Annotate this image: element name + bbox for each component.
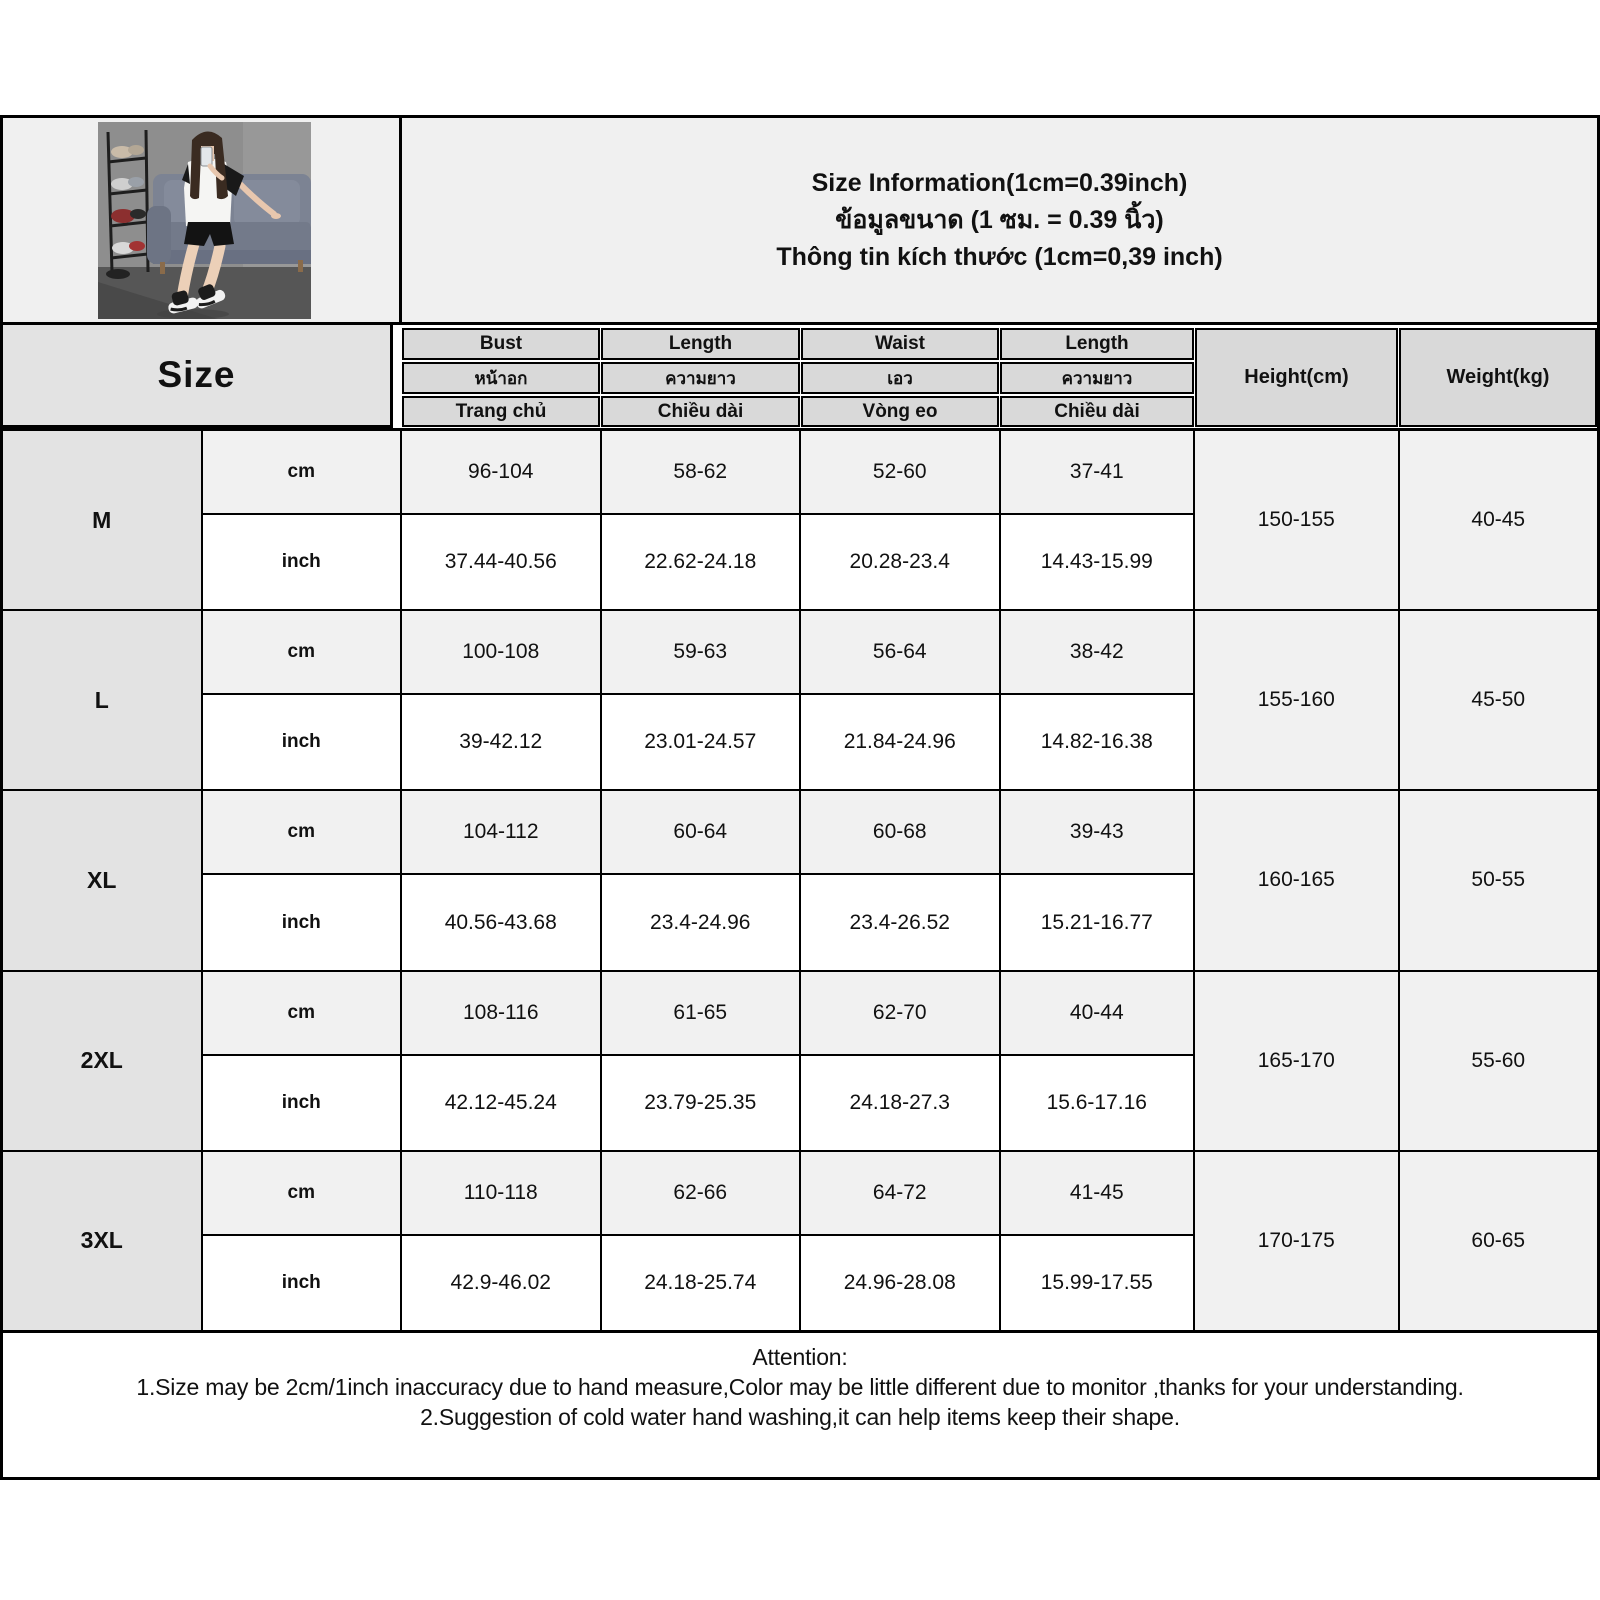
col-header-bust-th: หน้าอก xyxy=(402,362,600,394)
size-column-header: Size xyxy=(3,325,393,428)
row-label-l: L xyxy=(3,611,201,789)
cell-l-bust-inch: 39-42.12 xyxy=(402,695,600,789)
title-vietnamese: Thông tin kích thước (1cm=0,39 inch) xyxy=(776,242,1223,271)
cell-2xl-length-cm: 61-65 xyxy=(602,972,800,1054)
cell-2xl-weight: 55-60 xyxy=(1400,972,1598,1150)
cell-l-length-cm: 59-63 xyxy=(602,611,800,693)
cell-l-bust-cm: 100-108 xyxy=(402,611,600,693)
col-header-bust-en: Bust xyxy=(402,328,600,360)
col-header-length2-th: ความยาว xyxy=(1000,362,1194,394)
cell-xl-weight: 50-55 xyxy=(1400,791,1598,969)
unit-cm: cm xyxy=(203,1152,401,1234)
cell-xl-length-inch: 23.4-24.96 xyxy=(602,875,800,969)
unit-inch: inch xyxy=(203,1056,401,1150)
cell-m-length-cm: 58-62 xyxy=(602,431,800,513)
cell-m-waist-cm: 52-60 xyxy=(801,431,999,513)
cell-m-waist-inch: 20.28-23.4 xyxy=(801,515,999,609)
unit-inch: inch xyxy=(203,875,401,969)
cell-m-length-inch: 22.62-24.18 xyxy=(602,515,800,609)
col-header-waist-vi: Vòng eo xyxy=(801,396,999,427)
top-band xyxy=(3,118,1597,325)
cell-xl-bust-inch: 40.56-43.68 xyxy=(402,875,600,969)
attention-title: Attention: xyxy=(752,1344,848,1370)
col-header-length2-vi: Chiều dài xyxy=(1000,396,1194,427)
col-header-waist-th: เอว xyxy=(801,362,999,394)
unit-inch: inch xyxy=(203,1236,401,1330)
attention-line-1: 1.Size may be 2cm/1inch inaccuracy due to hand measure,Color may be little different due to monitor ,thanks for your understanding. xyxy=(136,1374,1464,1400)
cell-l-length2-cm: 38-42 xyxy=(1001,611,1194,693)
cell-m-bust-cm: 96-104 xyxy=(402,431,600,513)
cell-xl-bust-cm: 104-112 xyxy=(402,791,600,873)
cell-m-weight: 40-45 xyxy=(1400,431,1598,609)
col-header-height: Height(cm) xyxy=(1195,328,1398,427)
unit-cm: cm xyxy=(203,611,401,693)
size-chart-sheet xyxy=(0,115,1600,1480)
cell-l-waist-cm: 56-64 xyxy=(801,611,999,693)
unit-inch: inch xyxy=(203,515,401,609)
cell-3xl-length2-inch: 15.99-17.55 xyxy=(1001,1236,1194,1330)
col-header-waist-en: Waist xyxy=(801,328,999,360)
unit-cm: cm xyxy=(203,972,401,1054)
row-label-m: M xyxy=(3,431,201,609)
cell-3xl-waist-inch: 24.96-28.08 xyxy=(801,1236,999,1330)
cell-3xl-bust-inch: 42.9-46.02 xyxy=(402,1236,600,1330)
cell-m-bust-inch: 37.44-40.56 xyxy=(402,515,600,609)
cell-3xl-height: 170-175 xyxy=(1195,1152,1397,1330)
row-label-3xl: 3XL xyxy=(3,1152,201,1330)
size-table-body xyxy=(3,431,1597,1333)
cell-3xl-length-cm: 62-66 xyxy=(602,1152,800,1234)
cell-xl-height: 160-165 xyxy=(1195,791,1397,969)
row-label-xl: XL xyxy=(3,791,201,969)
cell-xl-length-cm: 60-64 xyxy=(602,791,800,873)
cell-xl-length2-cm: 39-43 xyxy=(1001,791,1194,873)
col-header-length-th: ความยาว xyxy=(601,362,800,394)
title-english: Size Information(1cm=0.39inch) xyxy=(811,168,1188,197)
cell-l-waist-inch: 21.84-24.96 xyxy=(801,695,999,789)
cell-m-length2-cm: 37-41 xyxy=(1001,431,1194,513)
table-header xyxy=(3,325,1597,431)
unit-cm: cm xyxy=(203,431,401,513)
col-header-length-vi: Chiều dài xyxy=(601,396,800,427)
cell-m-length2-inch: 14.43-15.99 xyxy=(1001,515,1194,609)
cell-m-height: 150-155 xyxy=(1195,431,1397,609)
title-thai: ข้อมูลขนาด (1 ซม. = 0.39 นิ้ว) xyxy=(835,205,1164,234)
row-label-2xl: 2XL xyxy=(3,972,201,1150)
cell-2xl-bust-cm: 108-116 xyxy=(402,972,600,1054)
cell-2xl-length2-cm: 40-44 xyxy=(1001,972,1194,1054)
photo-cell xyxy=(3,118,402,322)
cell-3xl-weight: 60-65 xyxy=(1400,1152,1598,1330)
cell-xl-waist-inch: 23.4-26.52 xyxy=(801,875,999,969)
col-header-bust-vi: Trang chủ xyxy=(402,396,600,427)
cell-xl-length2-inch: 15.21-16.77 xyxy=(1001,875,1194,969)
cell-3xl-length2-cm: 41-45 xyxy=(1001,1152,1194,1234)
attention-section xyxy=(3,1333,1597,1477)
cell-2xl-bust-inch: 42.12-45.24 xyxy=(402,1056,600,1150)
cell-l-length-inch: 23.01-24.57 xyxy=(602,695,800,789)
unit-cm: cm xyxy=(203,791,401,873)
cell-xl-waist-cm: 60-68 xyxy=(801,791,999,873)
cell-2xl-length2-inch: 15.6-17.16 xyxy=(1001,1056,1194,1150)
size-info-title xyxy=(402,118,1597,322)
attention-line-2: 2.Suggestion of cold water hand washing,it can help items keep their shape. xyxy=(420,1404,1180,1430)
cell-2xl-waist-cm: 62-70 xyxy=(801,972,999,1054)
cell-3xl-length-inch: 24.18-25.74 xyxy=(602,1236,800,1330)
col-header-weight: Weight(kg) xyxy=(1399,328,1597,427)
col-header-length-en: Length xyxy=(601,328,800,360)
cell-3xl-bust-cm: 110-118 xyxy=(402,1152,600,1234)
model-photo xyxy=(98,122,311,319)
cell-l-length2-inch: 14.82-16.38 xyxy=(1001,695,1194,789)
cell-l-height: 155-160 xyxy=(1195,611,1397,789)
unit-inch: inch xyxy=(203,695,401,789)
cell-l-weight: 45-50 xyxy=(1400,611,1598,789)
cell-2xl-waist-inch: 24.18-27.3 xyxy=(801,1056,999,1150)
cell-3xl-waist-cm: 64-72 xyxy=(801,1152,999,1234)
cell-2xl-height: 165-170 xyxy=(1195,972,1397,1150)
cell-2xl-length-inch: 23.79-25.35 xyxy=(602,1056,800,1150)
col-header-length2-en: Length xyxy=(1000,328,1194,360)
